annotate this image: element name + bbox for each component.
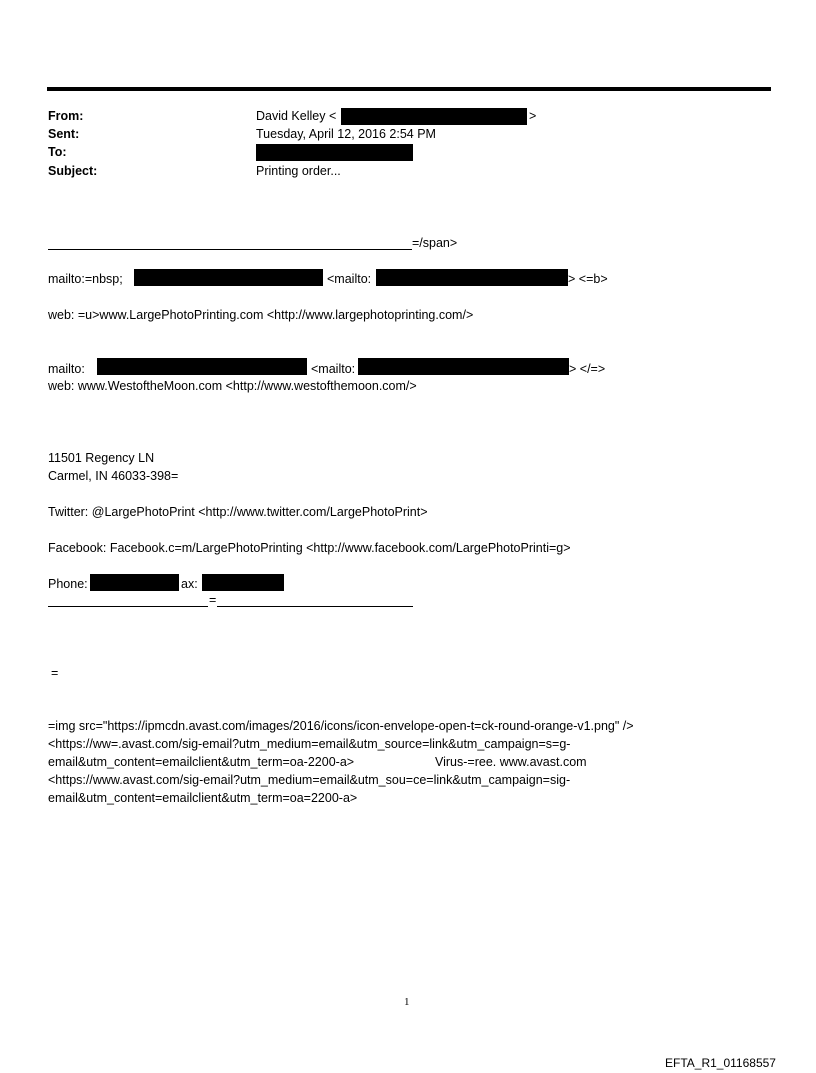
from-label: From: <box>48 109 84 123</box>
mailto1-prefix: mailto:=nbsp; <box>48 272 123 286</box>
avast-line-4: <https://www.avast.com/sig-email?utm_medium=email&utm_sou=ce=link&utm_campaign=sig- <box>48 773 571 787</box>
redaction-fax <box>202 574 284 591</box>
sig-underline-right <box>217 606 413 607</box>
redaction-mailto2-email <box>358 358 569 375</box>
subject-label: Subject: <box>48 164 98 178</box>
page-number: 1 <box>404 996 410 1008</box>
lone-equals: = <box>51 666 59 680</box>
avast-line-3b: Virus-=ree. www.avast.com <box>435 755 587 769</box>
mailto2-end: > </=> <box>569 362 606 376</box>
redaction-phone <box>90 574 179 591</box>
redaction-to <box>256 144 413 161</box>
sent-value: Tuesday, April 12, 2016 2:54 PM <box>256 127 436 141</box>
from-name: David Kelley < <box>256 109 337 123</box>
separator-line <box>48 249 412 250</box>
avast-line-3a: email&utm_content=emailclient&utm_term=oa-2200-a> <box>48 755 355 769</box>
fax-label: ax: <box>181 577 198 591</box>
facebook-line: Facebook: Facebook.c=m/LargePhotoPrinting <http://www.facebook.com/LargePhotoPrinti=g> <box>48 541 571 555</box>
web1-line: web: =u>www.LargePhotoPrinting.com <http://www.largephotoprinting.com/> <box>48 308 474 322</box>
address-line-2: Carmel, IN 46033-398= <box>48 469 179 483</box>
from-end: > <box>529 109 537 123</box>
mailto2-prefix: mailto: <box>48 362 85 376</box>
redaction-mailto1-name <box>134 269 323 286</box>
subject-value: Printing order... <box>256 164 341 178</box>
document-id: EFTA_R1_01168557 <box>665 1056 776 1070</box>
web2-line: web: www.WestoftheMoon.com <http://www.westofthemoon.com/> <box>48 379 417 393</box>
avast-line-5: email&utm_content=emailclient&utm_term=oa=2200-a> <box>48 791 358 805</box>
avast-line-2: <https://ww=.avast.com/sig-email?utm_medium=email&utm_source=link&utm_campaign=s=g- <box>48 737 571 751</box>
redaction-mailto1-email <box>376 269 568 286</box>
redaction-from-email <box>341 108 527 125</box>
sig-equals: = <box>209 593 217 607</box>
twitter-line: Twitter: @LargePhotoPrint <http://www.twitter.com/LargePhotoPrint> <box>48 505 428 519</box>
sig-underline-left <box>48 606 208 607</box>
mailto2-mid: <mailto: <box>311 362 356 376</box>
header-rule <box>47 87 771 91</box>
mailto1-mid: <mailto: <box>327 272 372 286</box>
avast-line-1: =img src="https://ipmcdn.avast.com/images/2016/icons/icon-envelope-open-t=ck-round-orange-v1.png" /> <box>48 719 634 733</box>
phone-label: Phone: <box>48 577 88 591</box>
span-end-text: =/span> <box>412 236 458 250</box>
address-line-1: 11501 Regency LN <box>48 451 155 465</box>
sent-label: Sent: <box>48 127 80 141</box>
to-label: To: <box>48 145 67 159</box>
redaction-mailto2-name <box>97 358 307 375</box>
mailto1-end: > <=b> <box>568 272 608 286</box>
